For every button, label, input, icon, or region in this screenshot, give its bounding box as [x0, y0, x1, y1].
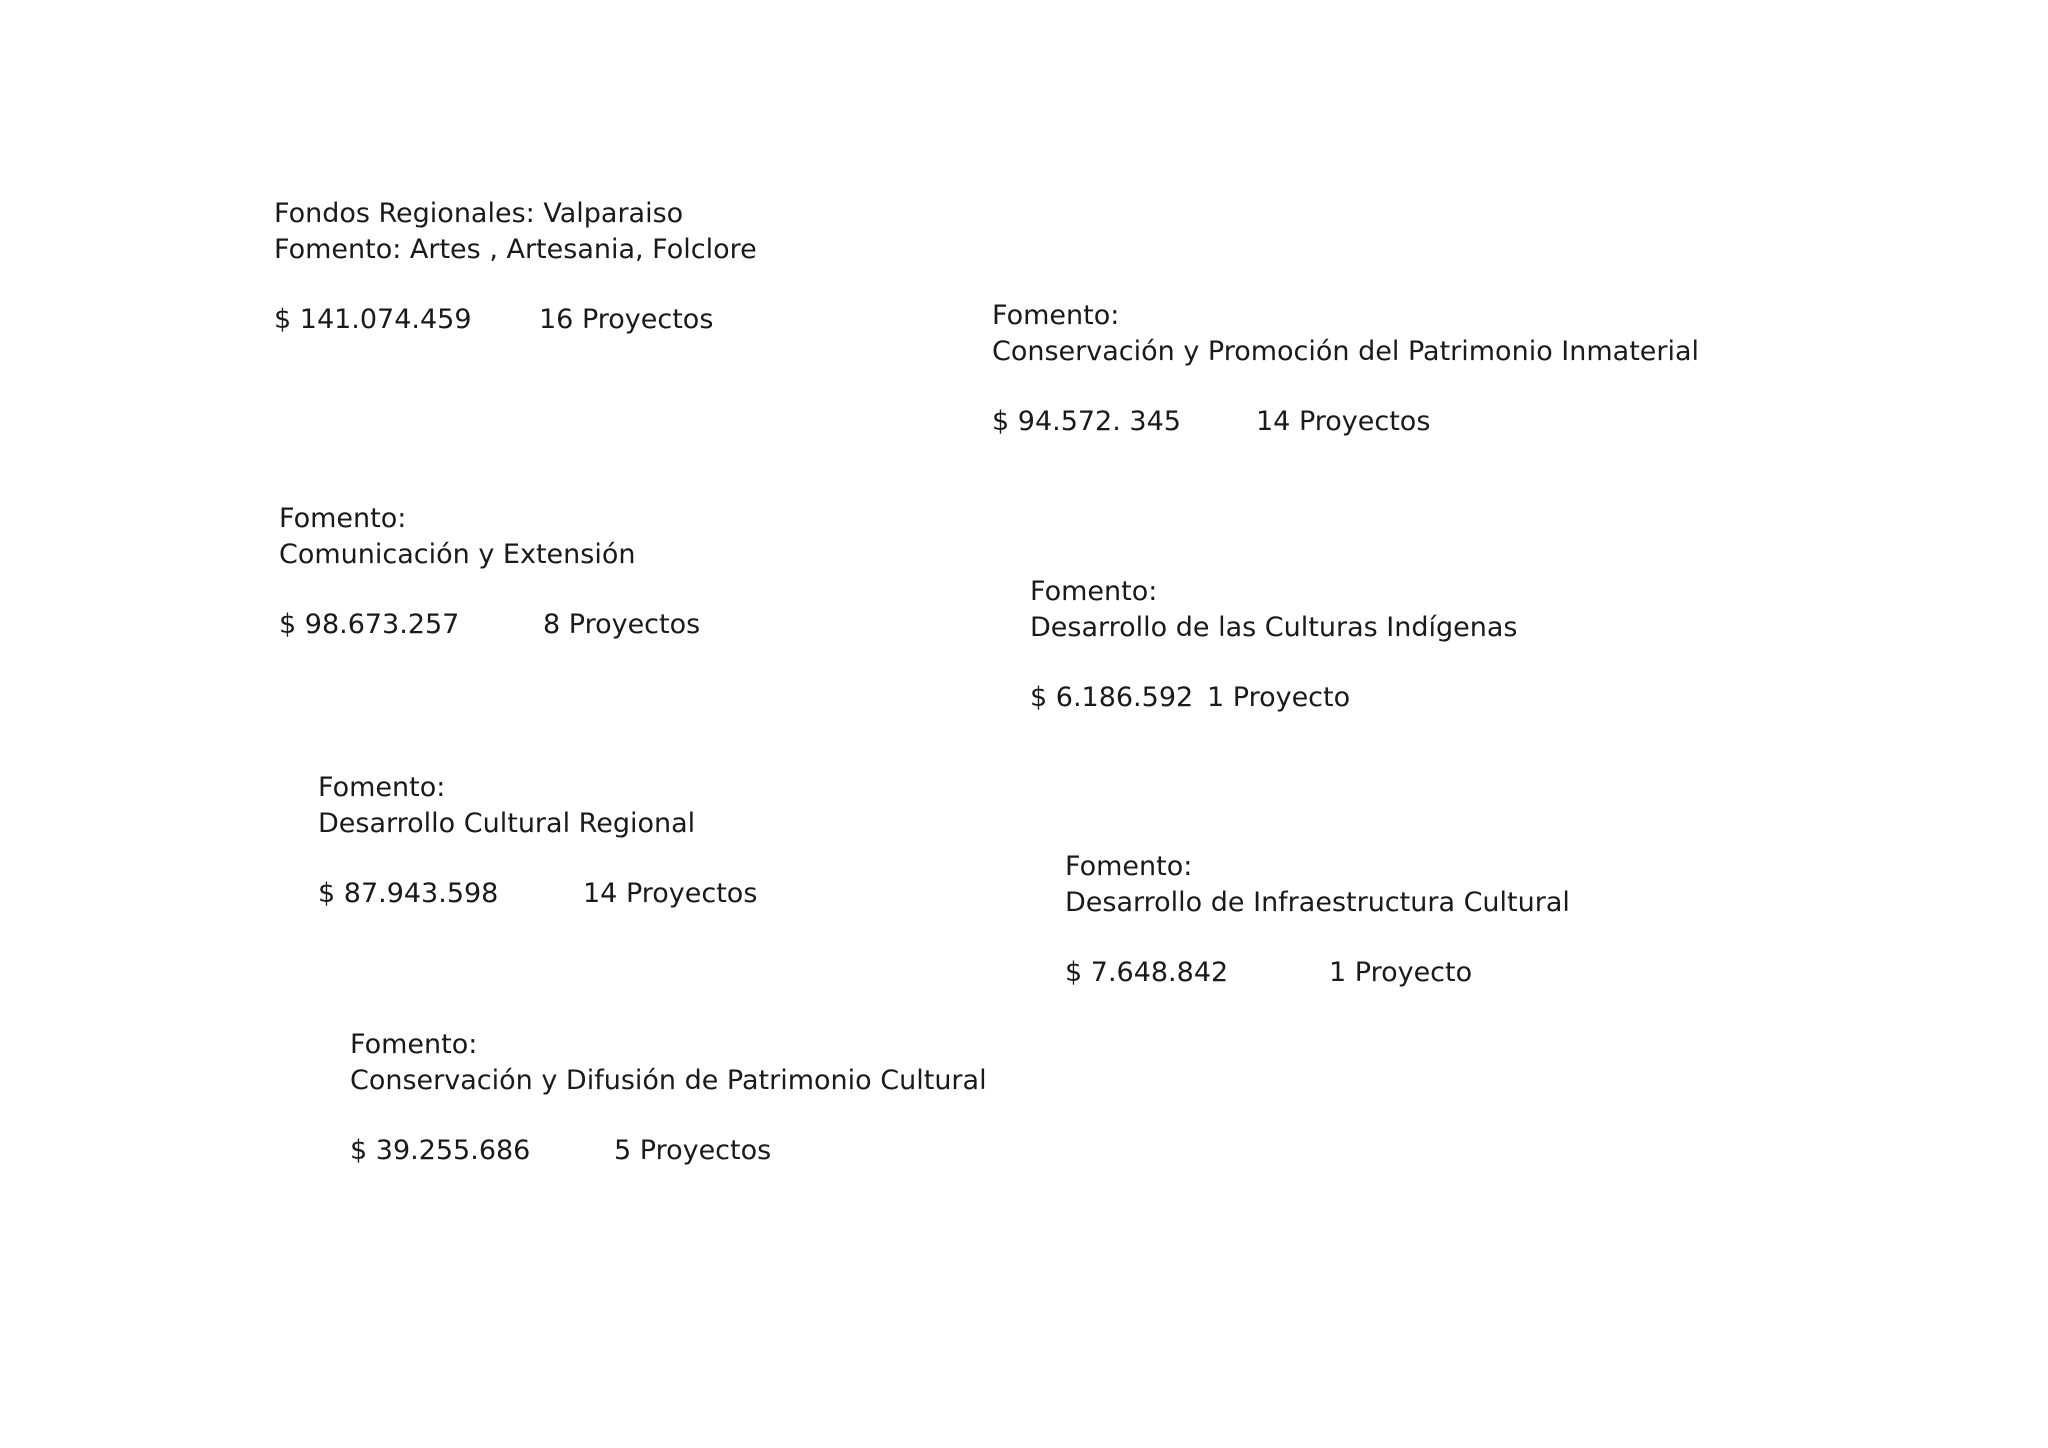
spacer [318, 842, 695, 876]
fondos-regionales-block [274, 196, 757, 338]
fomento-title: Comunicación y Extensión [279, 539, 636, 570]
fomento-block-patrimonio-inmaterial [992, 298, 1699, 440]
spacer [274, 268, 757, 302]
fomento-heading: Fomento: [350, 1029, 478, 1060]
fomento-title: Conservación y Difusión de Patrimonio Cultural [350, 1065, 987, 1096]
fomento-heading: Fomento: [1065, 851, 1193, 882]
spacer [992, 370, 1699, 404]
funding-row [279, 607, 701, 643]
funding-row [1030, 680, 1517, 716]
project-count: 14 Proyectos [583, 878, 758, 909]
funding-amount: $ 141.074.459 [274, 304, 472, 335]
fomento-block-infraestructura [1065, 849, 1570, 991]
funding-row [992, 404, 1699, 440]
funding-row [274, 302, 757, 338]
funding-amount: $ 7.648.842 [1065, 957, 1229, 988]
fomento-title: Desarrollo Cultural Regional [318, 808, 696, 839]
fomento-block-culturas-indigenas [1030, 574, 1517, 716]
spacer [1030, 646, 1517, 680]
fomento-title: Desarrollo de Infraestructura Cultural [1065, 887, 1570, 918]
project-count: 14 Proyectos [1256, 406, 1431, 437]
fomento-heading: Fomento: [318, 772, 446, 803]
project-count: 16 Proyectos [539, 304, 714, 335]
project-count: 1 Proyecto [1207, 682, 1351, 713]
fomento-block-comunicacion [279, 501, 701, 643]
project-count: 5 Proyectos [614, 1135, 772, 1166]
funding-amount: $ 98.673.257 [279, 609, 460, 640]
funding-amount: $ 87.943.598 [318, 878, 499, 909]
funding-amount: $ 6.186.592 [1030, 682, 1194, 713]
fomento-title: Desarrollo de las Culturas Indígenas [1030, 612, 1518, 643]
document-title: Fondos Regionales: Valparaiso [274, 198, 684, 229]
project-count: 1 Proyecto [1329, 957, 1473, 988]
fomento-block-cultural-regional [318, 770, 758, 912]
funding-row [318, 876, 758, 912]
funding-row [350, 1133, 987, 1169]
spacer [279, 573, 635, 607]
project-count: 8 Proyectos [543, 609, 701, 640]
funding-amount: $ 94.572. 345 [992, 406, 1181, 437]
spacer [350, 1099, 987, 1133]
funding-amount: $ 39.255.686 [350, 1135, 531, 1166]
spacer [1065, 921, 1570, 955]
fomento-title: Conservación y Promoción del Patrimonio Inmaterial [992, 336, 1700, 367]
fomento-heading: Fomento: [279, 503, 407, 534]
fomento-heading: Fomento: [1030, 576, 1158, 607]
funding-row [1065, 955, 1570, 991]
fomento-heading: Fomento: [992, 300, 1120, 331]
fomento-artes-title: Fomento: Artes , Artesania, Folclore [274, 234, 757, 265]
fomento-block-patrimonio-cultural [350, 1027, 987, 1169]
